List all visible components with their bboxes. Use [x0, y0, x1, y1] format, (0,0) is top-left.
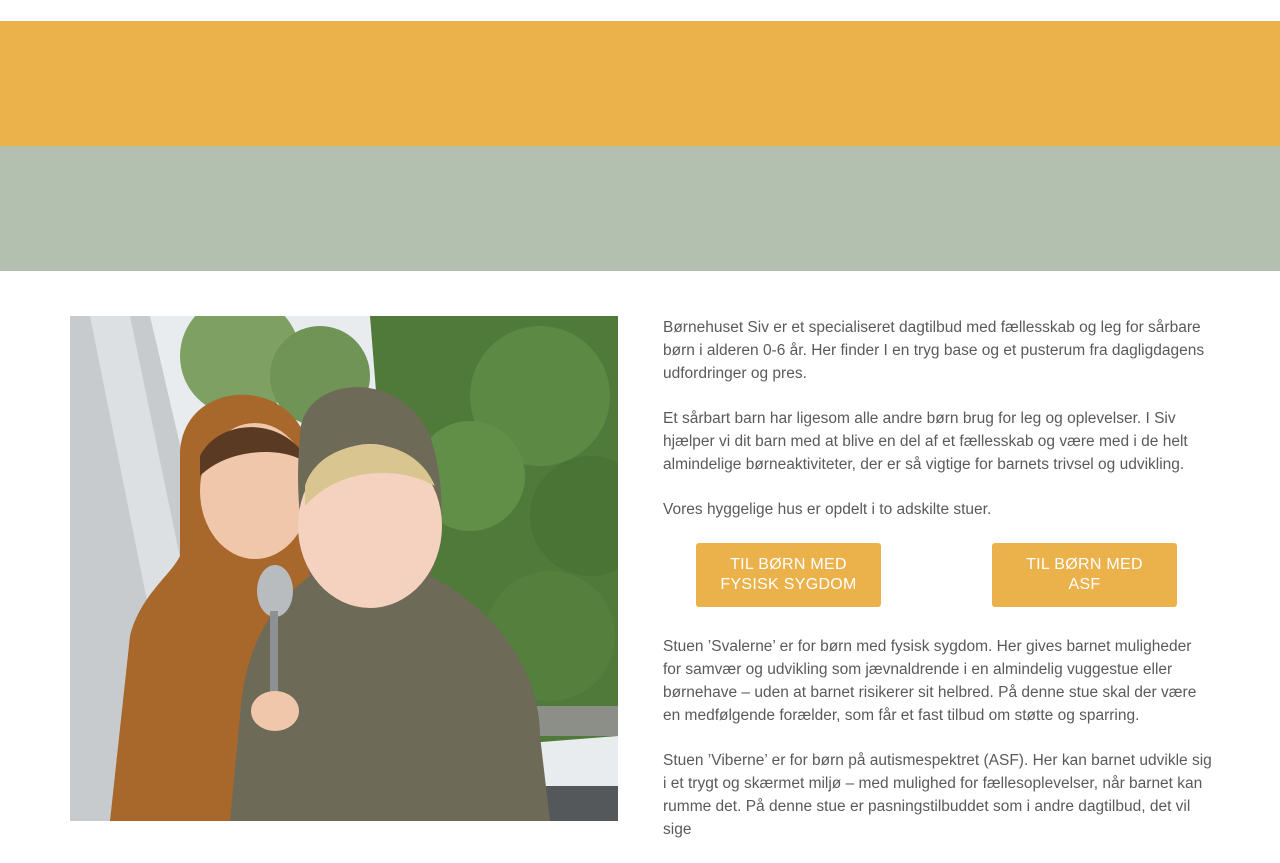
intro-paragraph: Et sårbart barn har ligesom alle andre børn brug for leg og oplevelser. I Siv hjælper vi dit barn med at blive en del af et fællesskab og være med i de helt almindelige børneaktiviteter, der er så vigtige for barnets trivsel og udvikling. — [663, 410, 1188, 474]
physical-illness-button[interactable] — [696, 543, 881, 607]
button-label-line: ASF — [1068, 576, 1101, 594]
button-label-line: TIL BØRN MED — [730, 556, 847, 574]
hero-band — [0, 146, 1280, 271]
viberne-paragraph: Stuen ’Viberne’ er for børn på autismespektret (ASF). Her kan barnet udvikle sig i et trygt og skærmet miljø – med mulighed for fællesoplevelser, når barnet kan rumme det. På denne stue er pasningstilbuddet som i andre dagtilbud, det vil sige — [663, 752, 1212, 839]
button-label-line: TIL BØRN MED — [1026, 556, 1143, 574]
button-label-line: FYSISK SYGDOM — [720, 576, 857, 594]
children-photo — [70, 316, 618, 821]
button-row — [663, 543, 1213, 607]
asf-button[interactable] — [992, 543, 1177, 607]
intro-paragraph: Børnehuset Siv er et specialiseret dagtilbud med fællesskab og leg for sårbare børn i alderen 0-6 år. Her finder I en tryg base og et pusterum fra dagligdagens udfordringer og pres. — [663, 319, 1205, 383]
intro-paragraph: Vores hyggelige hus er opdelt i to adskilte stuer. — [663, 501, 992, 519]
header-bar — [0, 21, 1280, 146]
intro-content — [663, 316, 1213, 863]
svalerne-paragraph: Stuen ’Svalerne’ er for børn med fysisk sygdom. Her gives barnet muligheder for samvær og udvikling som jævnaldrende i en almindelig vuggestue eller børnehave – uden at barnet risikerer sit helbred. På denne stue skal der være en medfølgende forælder, som får et fast tilbud om støtte og sparring. — [663, 638, 1197, 725]
